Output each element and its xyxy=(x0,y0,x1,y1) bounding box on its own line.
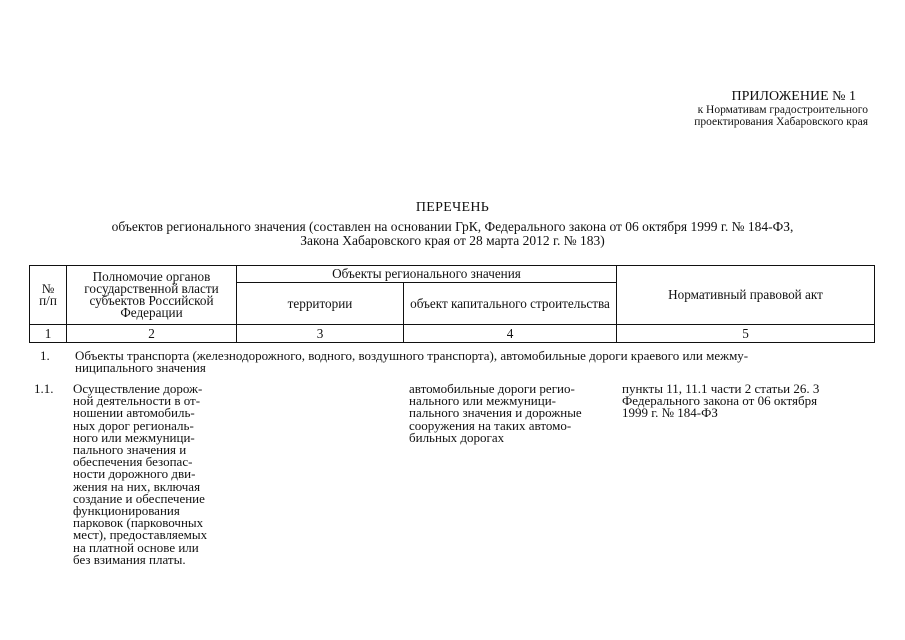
appendix-title: ПРИЛОЖЕНИЕ № 1 xyxy=(731,89,856,104)
item-capital-object-cell: автомобильные дороги регио- нального или межмуници- пального значения и дорожные сооружения на таких автомо- бильных дорогах xyxy=(409,381,582,445)
item-power-cell: Осуществление дорож- ной деятельности в от- ношении автомобиль- ных дорог региональ- ного или межмуници- пального значения и обеспечения безопас- ности дорожного дви- жения на них, включая создание и обеспечение функционирования парковок (парковочных мест), предоставляемых на платной основе или без взимания платы. xyxy=(73,381,208,567)
document-subtitle-line1: объектов регионального значения (составлен на основании ГрК, Федерального закона от 06 октября 1999 г. № 184-ФЗ, xyxy=(111,219,794,234)
document-title: ПЕРЕЧЕНЬ xyxy=(415,200,490,215)
column-number-4: 4 xyxy=(404,325,617,343)
document-subtitle xyxy=(40,220,865,248)
header-power: Полномочие органов государственной власти субъектов Российской Федерации xyxy=(67,266,237,325)
column-number-2: 2 xyxy=(67,325,237,343)
appendix-subtitle-line2: проектирования Хабаровского края xyxy=(694,115,868,128)
document-subtitle-line2: Закона Хабаровского края от 28 марта 2012 г. № 183) xyxy=(300,233,605,248)
header-number: № п/п xyxy=(30,266,67,325)
item-legal-act-cell: пункты 11, 11.1 части 2 статьи 26. 3 Федерального закона от 06 октября 1999 г. № 184-ФЗ xyxy=(622,381,820,421)
section-text: Объекты транспорта (железнодорожного, водного, воздушного транспорта), автомобильные дороги краевого или межму- ниципального значения xyxy=(75,348,749,375)
objects-table-header xyxy=(29,265,875,343)
header-capital-object: объект капитального строительства xyxy=(404,283,617,325)
column-number-1: 1 xyxy=(30,325,67,343)
appendix-block xyxy=(694,89,868,128)
column-number-row xyxy=(30,325,875,343)
item-number: 1.1. xyxy=(34,381,54,396)
column-number-3: 3 xyxy=(237,325,404,343)
section-number: 1. xyxy=(40,348,50,363)
header-objects-group: Объекты регионального значения xyxy=(237,266,617,283)
column-number-5: 5 xyxy=(617,325,875,343)
header-legal-act: Нормативный правовой акт xyxy=(617,266,875,325)
header-row-top xyxy=(30,266,875,283)
appendix-subtitle-line1: к Нормативам градостроительного xyxy=(697,104,868,116)
header-territories: территории xyxy=(237,283,404,325)
